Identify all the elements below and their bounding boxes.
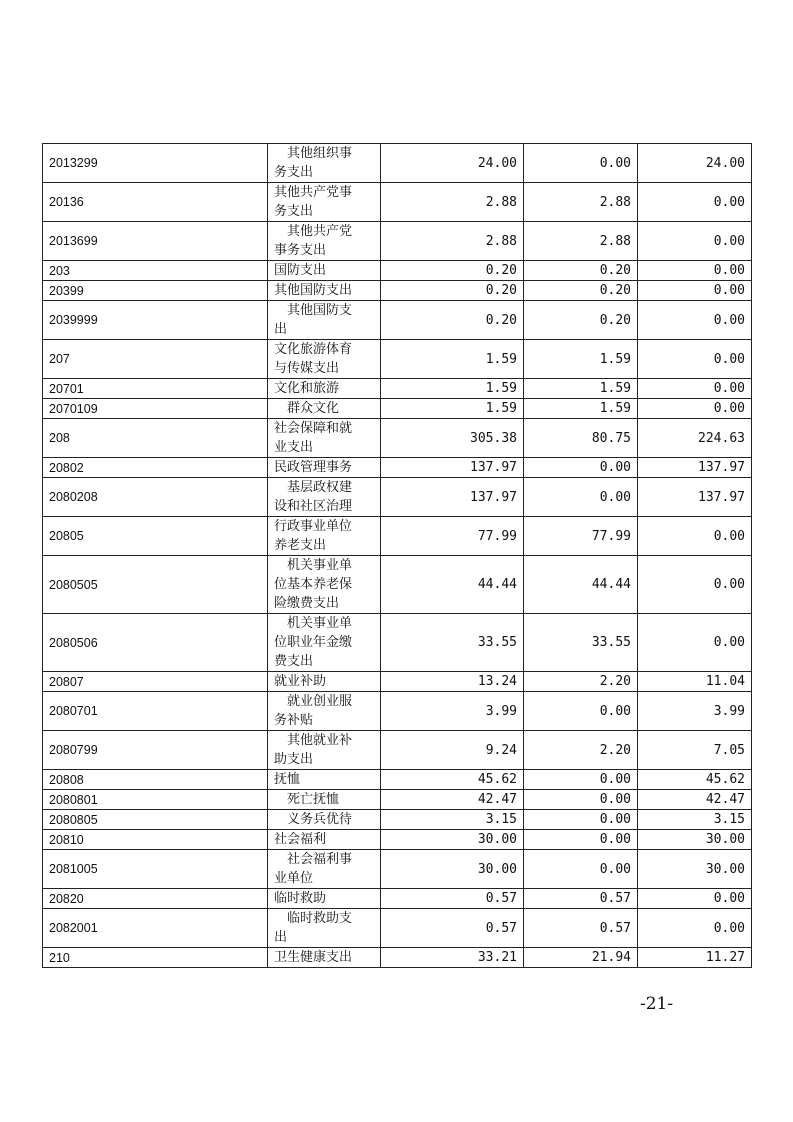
cell-basic: 77.99 — [524, 517, 638, 556]
table-row — [43, 379, 752, 399]
cell-project: 0.00 — [638, 614, 752, 672]
cell-code: 20807 — [43, 672, 268, 692]
cell-code: 2080801 — [43, 790, 268, 810]
table-row — [43, 517, 752, 556]
cell-name: 其他组织事务支出 — [268, 144, 381, 183]
cell-project: 30.00 — [638, 830, 752, 850]
table-row — [43, 183, 752, 222]
cell-basic: 0.00 — [524, 458, 638, 478]
cell-total: 3.99 — [381, 692, 524, 731]
cell-basic: 0.00 — [524, 144, 638, 183]
cell-project: 0.00 — [638, 517, 752, 556]
cell-basic: 0.00 — [524, 692, 638, 731]
cell-basic: 2.88 — [524, 183, 638, 222]
cell-project: 0.00 — [638, 222, 752, 261]
cell-basic: 0.57 — [524, 889, 638, 909]
cell-name: 基层政权建设和社区治理 — [268, 478, 381, 517]
cell-basic: 0.20 — [524, 301, 638, 340]
cell-code: 2070109 — [43, 399, 268, 419]
cell-total: 0.20 — [381, 261, 524, 281]
cell-project: 7.05 — [638, 731, 752, 770]
cell-name: 文化旅游体育与传媒支出 — [268, 340, 381, 379]
cell-project: 30.00 — [638, 850, 752, 889]
table-row — [43, 419, 752, 458]
cell-total: 137.97 — [381, 478, 524, 517]
table-row — [43, 614, 752, 672]
cell-name: 临时救助 — [268, 889, 381, 909]
table-row — [43, 770, 752, 790]
cell-basic: 21.94 — [524, 948, 638, 968]
cell-name: 其他就业补助支出 — [268, 731, 381, 770]
cell-project: 0.00 — [638, 556, 752, 614]
cell-name: 就业补助 — [268, 672, 381, 692]
cell-basic: 0.00 — [524, 790, 638, 810]
cell-project: 0.00 — [638, 379, 752, 399]
cell-total: 0.20 — [381, 281, 524, 301]
cell-basic: 0.00 — [524, 770, 638, 790]
cell-name: 其他共产党事务支出 — [268, 183, 381, 222]
cell-code: 2082001 — [43, 909, 268, 948]
table-body — [43, 144, 752, 968]
table-row — [43, 790, 752, 810]
table-row — [43, 261, 752, 281]
cell-total: 3.15 — [381, 810, 524, 830]
table-row — [43, 478, 752, 517]
cell-basic: 0.00 — [524, 810, 638, 830]
cell-basic: 44.44 — [524, 556, 638, 614]
cell-total: 0.57 — [381, 889, 524, 909]
table-row — [43, 144, 752, 183]
cell-name: 群众文化 — [268, 399, 381, 419]
cell-code: 2013699 — [43, 222, 268, 261]
cell-code: 2080799 — [43, 731, 268, 770]
cell-code: 2080208 — [43, 478, 268, 517]
table-row — [43, 340, 752, 379]
cell-total: 77.99 — [381, 517, 524, 556]
cell-total: 30.00 — [381, 850, 524, 889]
table-row — [43, 830, 752, 850]
cell-total: 305.38 — [381, 419, 524, 458]
cell-code: 2080505 — [43, 556, 268, 614]
cell-total: 1.59 — [381, 340, 524, 379]
cell-total: 0.57 — [381, 909, 524, 948]
table-row — [43, 458, 752, 478]
cell-name: 国防支出 — [268, 261, 381, 281]
cell-total: 9.24 — [381, 731, 524, 770]
cell-basic: 2.88 — [524, 222, 638, 261]
cell-project: 0.00 — [638, 909, 752, 948]
cell-code: 207 — [43, 340, 268, 379]
table-row — [43, 301, 752, 340]
cell-code: 20399 — [43, 281, 268, 301]
cell-code: 208 — [43, 419, 268, 458]
cell-code: 20802 — [43, 458, 268, 478]
cell-code: 20820 — [43, 889, 268, 909]
cell-name: 其他共产党事务支出 — [268, 222, 381, 261]
cell-total: 1.59 — [381, 399, 524, 419]
cell-total: 33.55 — [381, 614, 524, 672]
cell-total: 137.97 — [381, 458, 524, 478]
cell-name: 其他国防支出 — [268, 301, 381, 340]
cell-basic: 2.20 — [524, 672, 638, 692]
cell-project: 0.00 — [638, 281, 752, 301]
cell-project: 0.00 — [638, 399, 752, 419]
cell-name: 临时救助支出 — [268, 909, 381, 948]
cell-code: 20810 — [43, 830, 268, 850]
cell-name: 行政事业单位养老支出 — [268, 517, 381, 556]
cell-project: 0.00 — [638, 261, 752, 281]
cell-code: 20808 — [43, 770, 268, 790]
cell-project: 3.99 — [638, 692, 752, 731]
cell-code: 2080805 — [43, 810, 268, 830]
page-number: -21- — [640, 994, 674, 1014]
cell-total: 30.00 — [381, 830, 524, 850]
table-row — [43, 556, 752, 614]
cell-name: 机关事业单位基本养老保险缴费支出 — [268, 556, 381, 614]
table-row — [43, 909, 752, 948]
table-row — [43, 692, 752, 731]
cell-code: 2039999 — [43, 301, 268, 340]
table-row — [43, 948, 752, 968]
cell-basic: 0.20 — [524, 281, 638, 301]
cell-project: 0.00 — [638, 301, 752, 340]
cell-basic: 1.59 — [524, 379, 638, 399]
table-row — [43, 731, 752, 770]
cell-name: 卫生健康支出 — [268, 948, 381, 968]
cell-project: 11.04 — [638, 672, 752, 692]
cell-project: 0.00 — [638, 889, 752, 909]
cell-project: 3.15 — [638, 810, 752, 830]
table-row — [43, 889, 752, 909]
cell-total: 44.44 — [381, 556, 524, 614]
cell-project: 137.97 — [638, 478, 752, 517]
cell-basic: 1.59 — [524, 340, 638, 379]
cell-basic: 0.20 — [524, 261, 638, 281]
cell-total: 2.88 — [381, 183, 524, 222]
cell-code: 2080506 — [43, 614, 268, 672]
table-row — [43, 672, 752, 692]
cell-name: 社会福利 — [268, 830, 381, 850]
cell-code: 2081005 — [43, 850, 268, 889]
cell-total: 42.47 — [381, 790, 524, 810]
cell-total: 24.00 — [381, 144, 524, 183]
cell-basic: 0.57 — [524, 909, 638, 948]
cell-basic: 0.00 — [524, 850, 638, 889]
cell-code: 210 — [43, 948, 268, 968]
cell-project: 137.97 — [638, 458, 752, 478]
cell-total: 0.20 — [381, 301, 524, 340]
cell-code: 20805 — [43, 517, 268, 556]
cell-code: 20701 — [43, 379, 268, 399]
cell-code: 203 — [43, 261, 268, 281]
cell-basic: 33.55 — [524, 614, 638, 672]
table-row — [43, 281, 752, 301]
cell-basic: 1.59 — [524, 399, 638, 419]
budget-table — [42, 143, 752, 968]
cell-name: 社会保障和就业支出 — [268, 419, 381, 458]
cell-name: 机关事业单位职业年金缴费支出 — [268, 614, 381, 672]
cell-name: 民政管理事务 — [268, 458, 381, 478]
cell-project: 45.62 — [638, 770, 752, 790]
cell-basic: 0.00 — [524, 830, 638, 850]
cell-project: 0.00 — [638, 183, 752, 222]
cell-basic: 0.00 — [524, 478, 638, 517]
table-row — [43, 399, 752, 419]
cell-total: 13.24 — [381, 672, 524, 692]
table-row — [43, 222, 752, 261]
cell-basic: 2.20 — [524, 731, 638, 770]
table-row — [43, 850, 752, 889]
cell-name: 抚恤 — [268, 770, 381, 790]
cell-name: 文化和旅游 — [268, 379, 381, 399]
cell-project: 224.63 — [638, 419, 752, 458]
cell-code: 2080701 — [43, 692, 268, 731]
cell-name: 就业创业服务补贴 — [268, 692, 381, 731]
cell-total: 33.21 — [381, 948, 524, 968]
cell-total: 45.62 — [381, 770, 524, 790]
cell-name: 其他国防支出 — [268, 281, 381, 301]
cell-project: 42.47 — [638, 790, 752, 810]
cell-total: 2.88 — [381, 222, 524, 261]
cell-total: 1.59 — [381, 379, 524, 399]
cell-basic: 80.75 — [524, 419, 638, 458]
cell-project: 24.00 — [638, 144, 752, 183]
cell-name: 社会福利事业单位 — [268, 850, 381, 889]
cell-name: 义务兵优待 — [268, 810, 381, 830]
cell-project: 0.00 — [638, 340, 752, 379]
cell-code: 20136 — [43, 183, 268, 222]
cell-name: 死亡抚恤 — [268, 790, 381, 810]
cell-project: 11.27 — [638, 948, 752, 968]
cell-code: 2013299 — [43, 144, 268, 183]
table-row — [43, 810, 752, 830]
